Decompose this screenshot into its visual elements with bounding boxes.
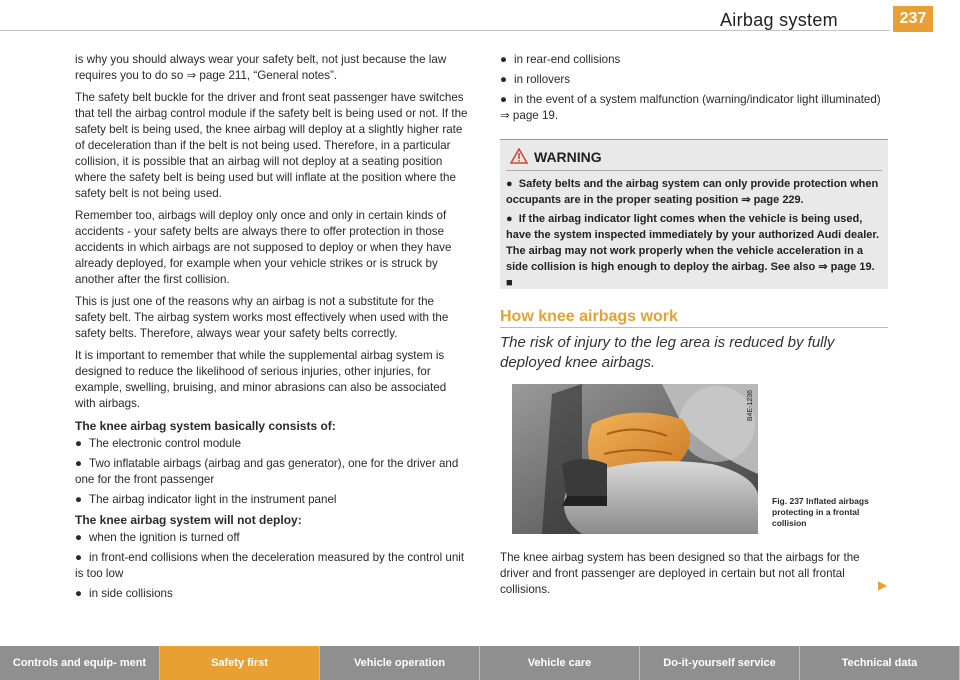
list-item: ● in rollovers — [500, 73, 571, 86]
subheading: The knee airbag system will not deploy: — [75, 513, 302, 527]
figure-caption: Fig. 237 Inflated airbags protecting in a frontal collision — [772, 496, 869, 528]
paragraph: It is important to remember that while the supplemental airbag system is designed to reduce the likelihood of serious injuries, other injuries, for example, swelling, bruising, and minor abrasions can also be associated with airbags. — [75, 349, 447, 410]
subheading: The knee airbag system basically consists of: — [75, 419, 336, 433]
list-item: ● Two inflatable airbags (airbag and gas generator), one for the driver and one for the front passenger — [75, 457, 459, 486]
section-rule — [500, 327, 888, 328]
header-rule — [0, 30, 890, 31]
left-column — [75, 52, 468, 606]
warning-item: ● Safety belts and the airbag system can only provide protection when occupants are in the proper seating position ⇒ page 229. — [506, 178, 879, 206]
bullet-icon: ● — [75, 587, 83, 600]
bullet-icon: ● — [506, 178, 519, 190]
bullet-icon: ● — [500, 93, 508, 106]
list-item: ● The airbag indicator light in the instrument panel — [75, 493, 337, 506]
tab-safety-first[interactable]: Safety first — [160, 646, 320, 680]
warning-title: WARNING — [534, 149, 602, 165]
tab-controls-and-equipment[interactable]: Controls and equip- ment — [0, 646, 160, 680]
header-title: Airbag system — [720, 10, 838, 30]
tab-vehicle-care[interactable]: Vehicle care — [480, 646, 640, 680]
bullet-icon: ● — [500, 73, 508, 86]
knee-airbag-illustration — [512, 384, 758, 534]
warning-divider — [506, 170, 882, 171]
list-item: ● in front-end collisions when the deceleration measured by the control unit is too low — [75, 551, 465, 580]
list-item: ● in side collisions — [75, 587, 173, 600]
warning-triangle-icon — [510, 148, 528, 164]
bullet-icon: ● — [75, 457, 83, 470]
right-column-list — [500, 52, 890, 128]
knee-airbag-figure — [512, 384, 758, 534]
section-title: How knee airbags work — [500, 308, 678, 325]
warning-box — [500, 139, 888, 289]
list-item: ● The electronic control module — [75, 437, 242, 450]
list-item: ● in the event of a system malfunction (warning/indicator light illuminated) ⇒ page 19. — [500, 93, 881, 122]
warning-item: ● If the airbag indicator light comes when the vehicle is being used, have the system inspected immediately by your authorized Audi dealer. The airbag may not work properly when the vehicle acceleration in a side collision is high enough to deploy the airbag. See also ⇒ page 19. ■ — [506, 213, 880, 289]
tab-technical-data[interactable]: Technical data — [800, 646, 960, 680]
warning-body — [506, 176, 880, 294]
list-item: ● in rear-end collisions — [500, 53, 621, 66]
list-item: ● when the ignition is turned off — [75, 531, 240, 544]
bullet-icon: ● — [75, 437, 83, 450]
continue-arrow-icon: ▶ — [878, 578, 888, 592]
bullet-icon: ● — [500, 53, 508, 66]
tab-vehicle-operation[interactable]: Vehicle operation — [320, 646, 480, 680]
section-lead: The risk of injury to the leg area is reduced by fully deployed knee airbags. — [500, 334, 835, 371]
figure-code: B4E-1236 — [747, 390, 754, 422]
bullet-icon: ● — [506, 213, 519, 225]
page-number-badge: 237 — [893, 6, 933, 32]
bullet-icon: ● — [75, 531, 83, 544]
warning-header — [500, 146, 888, 168]
bullet-icon: ● — [75, 551, 83, 564]
body-paragraph: The knee airbag system has been designed so that the airbags for the driver and front passenger are deployed in certain but not all frontal collisions. — [500, 551, 860, 596]
tab-do-it-yourself-service[interactable]: Do-it-yourself service — [640, 646, 800, 680]
chapter-tab-bar — [0, 646, 960, 680]
paragraph: is why you should always wear your safety belt, not just because the law requires you to do so ⇒ page 211, “General notes”. — [75, 53, 447, 82]
paragraph: Remember too, airbags will deploy only once and only in certain kinds of accidents - your safety belts are always there to offer protection in those accidents in which airbags are not supposed to deploy or when they have already deployed, for example when your vehicle strikes or is struck by another after the first collision. — [75, 209, 452, 286]
paragraph: The safety belt buckle for the driver and front seat passenger have switches that tell the airbag control module if the safety belt is being used or not. If the safety belt is being used, the knee airbag will deploy at a slightly higher rate of deceleration than if the belt is not being used. Therefore, in a particular collision, it is possible that an airbag will not deploy at a seating position where the safety belt is being used but will inflate at the position where the safety belt is not being used. — [75, 91, 468, 200]
paragraph: This is just one of the reasons why an airbag is not a substitute for the safety belt. The airbag system works most effectively when used with the safety belts. Therefore, always wear your safety belts correctly. — [75, 295, 449, 340]
bullet-icon: ● — [75, 493, 83, 506]
